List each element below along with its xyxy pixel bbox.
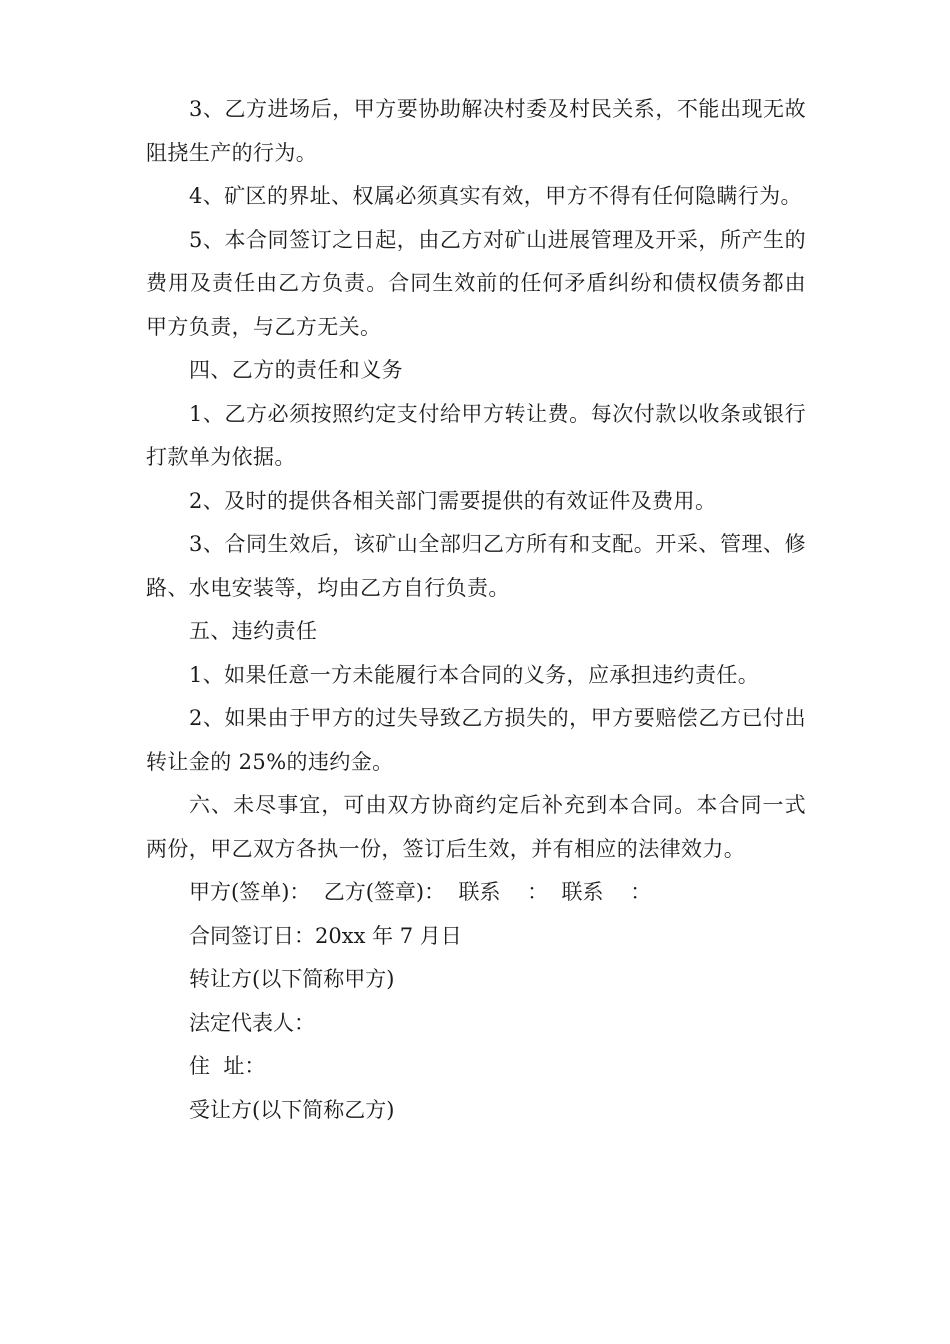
duty-3-ownership: 3、合同生效后，该矿山全部归乙方所有和支配。开采、管理、修路、水电安装等，均由乙方自行负责。 bbox=[146, 532, 806, 600]
clause-3-site-relations: 3、乙方进场后，甲方要协助解决村委及村民关系，不能出现无故阻挠生产的行为。 bbox=[146, 97, 806, 165]
section-heading-breach: 五、违约责任 bbox=[189, 619, 318, 643]
duty-1-payment: 1、乙方必须按照约定支付给甲方转让费。每次付款以收条或银行打款单为依据。 bbox=[146, 401, 806, 469]
legal-representative-label: 法定代表人： bbox=[189, 1010, 315, 1035]
transferee-label: 受让方(以下简称乙方) bbox=[189, 1097, 395, 1122]
clause-4-boundary-ownership: 4、矿区的界址、权属必须真实有效，甲方不得有任何隐瞒行为。 bbox=[189, 184, 802, 208]
clause-5-management-costs: 5、本合同签订之日起，由乙方对矿山进展管理及开采，所产生的费用及责任由乙方负责。合同生效前的任何矛盾纠纷和债权债务都由甲方负责，与乙方无关。 bbox=[146, 227, 806, 339]
duty-2-documents: 2、及时的提供各相关部门需要提供的有效证件及费用。 bbox=[189, 488, 717, 513]
breach-1-liability: 1、如果任意一方未能履行本合同的义务，应承担违约责任。 bbox=[189, 662, 760, 687]
signature-line: 甲方(签单)： 乙方(签章)： 联系 ： 联系 ： bbox=[189, 880, 652, 904]
section-6-supplementary: 六、未尽事宜，可由双方协商约定后补充到本合同。本合同一式两份，甲乙双方各执一份，签订后生效，并有相应的法律效力。 bbox=[146, 793, 806, 861]
section-heading-party-b-duties: 四、乙方的责任和义务 bbox=[189, 358, 403, 382]
signing-date: 合同签订日：20xx 年 7 月日 bbox=[189, 923, 462, 948]
transferor-label: 转让方(以下简称甲方) bbox=[189, 967, 395, 991]
breach-2-compensation: 2、如果由于甲方的过失导致乙方损失的，甲方要赔偿乙方已付出转让金的 25%的违约金。 bbox=[146, 706, 806, 774]
address-label: 住 址： bbox=[189, 1054, 266, 1078]
document-body bbox=[146, 88, 806, 1132]
